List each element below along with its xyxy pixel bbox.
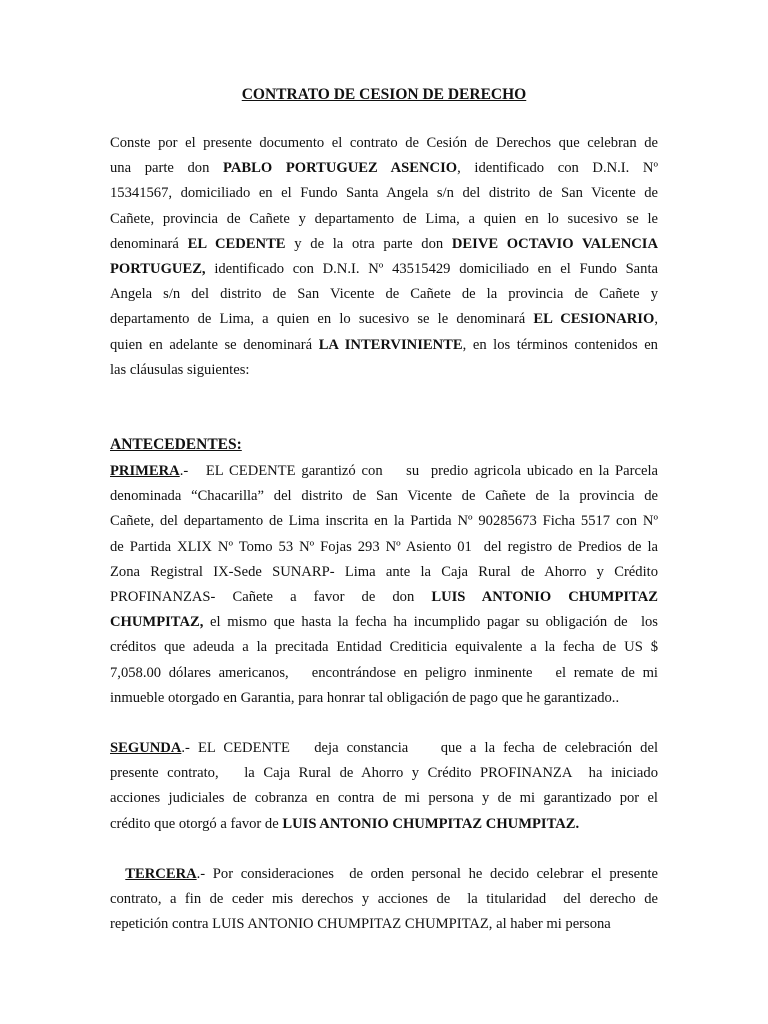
bold-text: EL CESIONARIO: [533, 311, 655, 328]
bold-text: LUIS ANTONIO CHUMPITAZ CHUMPITAZ.: [282, 815, 580, 832]
text-line: [110, 736, 658, 761]
text-line: [110, 459, 658, 484]
text-run: créditos que adeuda a la precitada Entidad Crediticia equivalente a la fecha de US $: [110, 639, 658, 656]
text-line: [110, 585, 658, 610]
text-run: 15341567, domiciliado en el Fundo Santa Angela s/n del distrito de San Vicente de: [110, 185, 658, 202]
clause-tercera: [110, 862, 658, 938]
text-run: departamento de Lima, a quien en lo sucesivo se le denominará: [110, 311, 534, 328]
text-run: repetición contra LUIS ANTONIO CHUMPITAZ CHUMPITAZ, al haber mi persona: [110, 916, 611, 933]
bold-text: LUIS ANTONIO CHUMPITAZ: [431, 589, 658, 606]
text-line: [110, 257, 658, 282]
bold-text: DEIVE OCTAVIO VALENCIA: [451, 235, 658, 252]
text-line: [110, 686, 658, 711]
text-run: Cañete, del departamento de Lima inscrita en la Partida Nº 90285673 Ficha 5517 con Nº: [110, 513, 658, 530]
text-line: [110, 610, 658, 635]
text-line: [110, 181, 658, 206]
clause-label: TERCERA: [125, 866, 197, 882]
text-line: [110, 484, 658, 509]
text-run: inmueble otorgado en Garantia, para honrar tal obligación de pago que he garantizado..: [110, 689, 620, 706]
text-run: , en los términos contenidos en: [462, 336, 658, 353]
text-run: Zona Registral IX-Sede SUNARP- Lima ante la Caja Rural de Ahorro y Crédito: [110, 563, 658, 580]
text-line: [110, 282, 658, 307]
text-run: crédito que otorgó a favor de: [110, 815, 283, 832]
text-line: [110, 131, 658, 156]
text-line: [110, 307, 658, 332]
bold-text: LA INTERVINIENTE: [318, 336, 463, 353]
text-line: [110, 661, 658, 686]
bold-text: EL CEDENTE: [187, 235, 286, 252]
text-line: [110, 786, 658, 811]
bold-text: PORTUGUEZ,: [110, 261, 206, 278]
text-run: .- Por consideraciones de orden personal he decido celebrar el presente: [196, 866, 658, 882]
text-run: Conste por el presente documento el contrato de Cesión de Derechos que celebran de: [110, 135, 658, 151]
text-run: .- EL CEDENTE garantizó con su predio agricola ubicado en la Parcela: [179, 463, 658, 479]
text-line: [110, 232, 658, 257]
clause-label: PRIMERA: [110, 463, 180, 479]
text-run: Cañete, provincia de Cañete y departamento de Lima, a quien en lo sucesivo se le: [110, 210, 658, 227]
text-line: [110, 156, 658, 181]
document-title: CONTRATO DE CESION DE DERECHO: [241, 86, 527, 103]
text-line: [110, 862, 658, 887]
text-run: y de la otra parte don: [285, 235, 452, 252]
text-run: [110, 866, 125, 882]
text-run: identificado con D.N.I. Nº 43515429 domiciliado en el Fundo Santa: [205, 261, 658, 278]
text-run: el mismo que hasta la fecha ha incumplido pagar su obligación de los: [203, 614, 658, 631]
clause-segunda: [110, 736, 658, 837]
text-line: [110, 635, 658, 660]
text-run: Angela s/n del distrito de San Vicente de Cañete de la provincia de Cañete y: [110, 286, 658, 303]
intro-paragraph: [110, 131, 658, 383]
clause-label: SEGUNDA: [110, 740, 182, 756]
text-run: quien en adelante se denominará: [110, 336, 319, 353]
text-run: contrato, a fin de ceder mis derechos y acciones de la titularidad del derecho de: [110, 891, 658, 908]
text-line: [110, 761, 658, 786]
text-run: .- EL CEDENTE deja constancia que a la fecha de celebración del: [181, 740, 658, 756]
text-run: acciones judiciales de cobranza en contra de mi persona y de mi garantizado por el: [110, 790, 658, 807]
bold-text: CHUMPITAZ,: [110, 614, 204, 631]
bold-text: PABLO PORTUGUEZ ASENCIO: [223, 160, 458, 177]
text-line: [110, 333, 658, 358]
text-run: presente contrato, la Caja Rural de Ahorro y Crédito PROFINANZA ha iniciado: [110, 765, 658, 782]
text-run: denominará: [110, 235, 188, 252]
text-line: [110, 535, 658, 560]
document-page: [110, 0, 658, 1024]
text-run: PROFINANZAS- Cañete a favor de don: [110, 589, 432, 606]
text-line: [110, 812, 658, 837]
text-line: [110, 358, 658, 383]
text-line: [110, 912, 658, 937]
text-run: una parte don: [110, 160, 224, 177]
text-run: 7,058.00 dólares americanos, encontrándose en peligro inminente el remate de mi: [110, 664, 658, 681]
text-line: [110, 887, 658, 912]
text-line: [110, 207, 658, 232]
clause-primera: [110, 459, 658, 711]
text-run: denominada “Chacarilla” del distrito de San Vicente de Cañete de la provincia de: [110, 488, 658, 505]
text-line: [110, 560, 658, 585]
text-line: [110, 509, 658, 534]
text-run: ,: [654, 311, 658, 328]
text-run: las cláusulas siguientes:: [110, 361, 250, 378]
text-run: de Partida XLIX Nº Tomo 53 Nº Fojas 293 Nº Asiento 01 del registro de Predios de la: [110, 538, 658, 555]
antecedentes-heading: ANTECEDENTES:: [110, 436, 242, 453]
text-run: , identificado con D.N.I. Nº: [457, 160, 658, 177]
